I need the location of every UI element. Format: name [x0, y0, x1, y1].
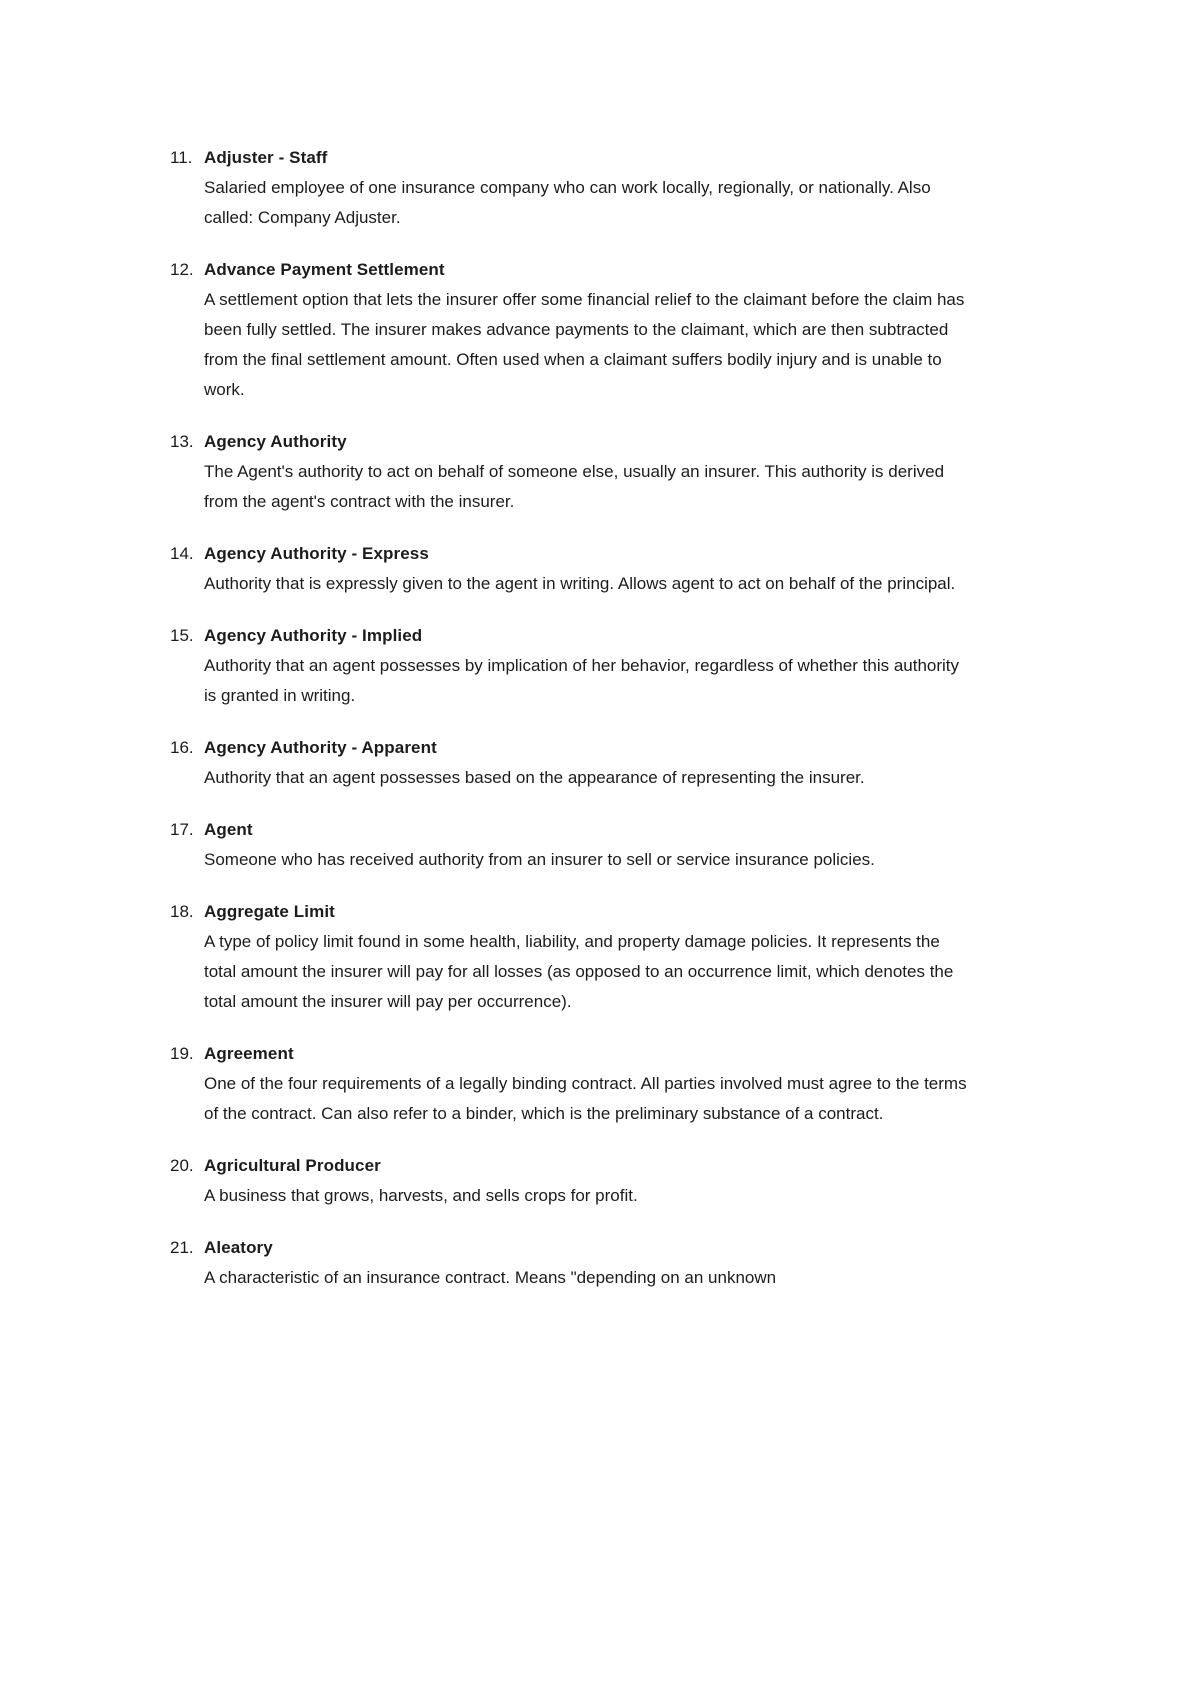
glossary-item-head	[170, 815, 967, 845]
glossary-item	[170, 143, 967, 233]
term-title: Agent	[204, 820, 253, 839]
term-definition: A type of policy limit found in some health, liability, and property damage policies. It represents the total amount the insurer will pay for all losses (as opposed to an occurrence limit, which denotes the total amount the insurer will pay per occurrence).	[204, 932, 954, 1011]
term-title: Agency Authority - Apparent	[204, 738, 437, 757]
item-number: 12.	[170, 260, 194, 279]
term-definition: A settlement option that lets the insurer offer some financial relief to the claimant before the claim has been fully settled. The insurer makes advance payments to the claimant, which are then subtracted from the final settlement amount. Often used when a claimant suffers bodily injury and is unable to work.	[204, 290, 965, 399]
glossary-item	[170, 427, 967, 517]
term-title: Agency Authority - Express	[204, 544, 429, 563]
item-number: 20.	[170, 1156, 194, 1175]
term-title: Advance Payment Settlement	[204, 260, 445, 279]
term-title: Agricultural Producer	[204, 1156, 381, 1175]
glossary-item	[170, 1039, 967, 1129]
glossary-item	[170, 539, 967, 599]
term-definition: Salaried employee of one insurance company who can work locally, regionally, or nationally. Also called: Company Adjuster.	[204, 178, 931, 227]
item-number: 14.	[170, 544, 194, 563]
term-definition: Authority that an agent possesses by implication of her behavior, regardless of whether this authority is granted in writing.	[204, 656, 960, 705]
term-definition: Authority that an agent possesses based on the appearance of representing the insurer.	[204, 768, 865, 787]
glossary-item	[170, 255, 967, 405]
item-number: 11.	[170, 148, 193, 167]
term-definition: Someone who has received authority from an insurer to sell or service insurance policies.	[204, 850, 875, 869]
term-definition: Authority that is expressly given to the agent in writing. Allows agent to act on behalf of the principal.	[204, 574, 956, 593]
glossary-list	[170, 143, 967, 1293]
item-number: 16.	[170, 738, 194, 757]
glossary-item	[170, 1151, 967, 1211]
glossary-item-head	[170, 1233, 967, 1263]
glossary-item-head	[170, 427, 967, 457]
term-title: Aggregate Limit	[204, 902, 335, 921]
glossary-item-head	[170, 897, 967, 927]
term-title: Adjuster - Staff	[204, 148, 328, 167]
term-title: Agreement	[204, 1044, 294, 1063]
item-number: 15.	[170, 626, 194, 645]
glossary-item	[170, 897, 967, 1017]
glossary-item	[170, 1233, 967, 1293]
glossary-item	[170, 733, 967, 793]
glossary-item	[170, 815, 967, 875]
item-number: 17.	[170, 820, 194, 839]
glossary-item-head	[170, 1039, 967, 1069]
glossary-item	[170, 621, 967, 711]
term-definition: A characteristic of an insurance contract. Means "depending on an unknown	[204, 1268, 777, 1287]
term-definition: One of the four requirements of a legally binding contract. All parties involved must agree to the terms of the contract. Can also refer to a binder, which is the preliminary substance of a contract.	[204, 1074, 967, 1123]
glossary-item-head	[170, 621, 967, 651]
term-title: Agency Authority - Implied	[204, 626, 423, 645]
item-number: 13.	[170, 432, 194, 451]
term-definition: The Agent's authority to act on behalf of someone else, usually an insurer. This authority is derived from the agent's contract with the insurer.	[204, 462, 945, 511]
item-number: 19.	[170, 1044, 194, 1063]
glossary-item-head	[170, 733, 967, 763]
glossary-item-head	[170, 1151, 967, 1181]
glossary-item-head	[170, 539, 967, 569]
term-title: Agency Authority	[204, 432, 347, 451]
term-definition: A business that grows, harvests, and sells crops for profit.	[204, 1186, 638, 1205]
item-number: 18.	[170, 902, 194, 921]
term-title: Aleatory	[204, 1238, 273, 1257]
glossary-item-head	[170, 143, 967, 173]
glossary-item-head	[170, 255, 967, 285]
item-number: 21.	[170, 1238, 194, 1257]
